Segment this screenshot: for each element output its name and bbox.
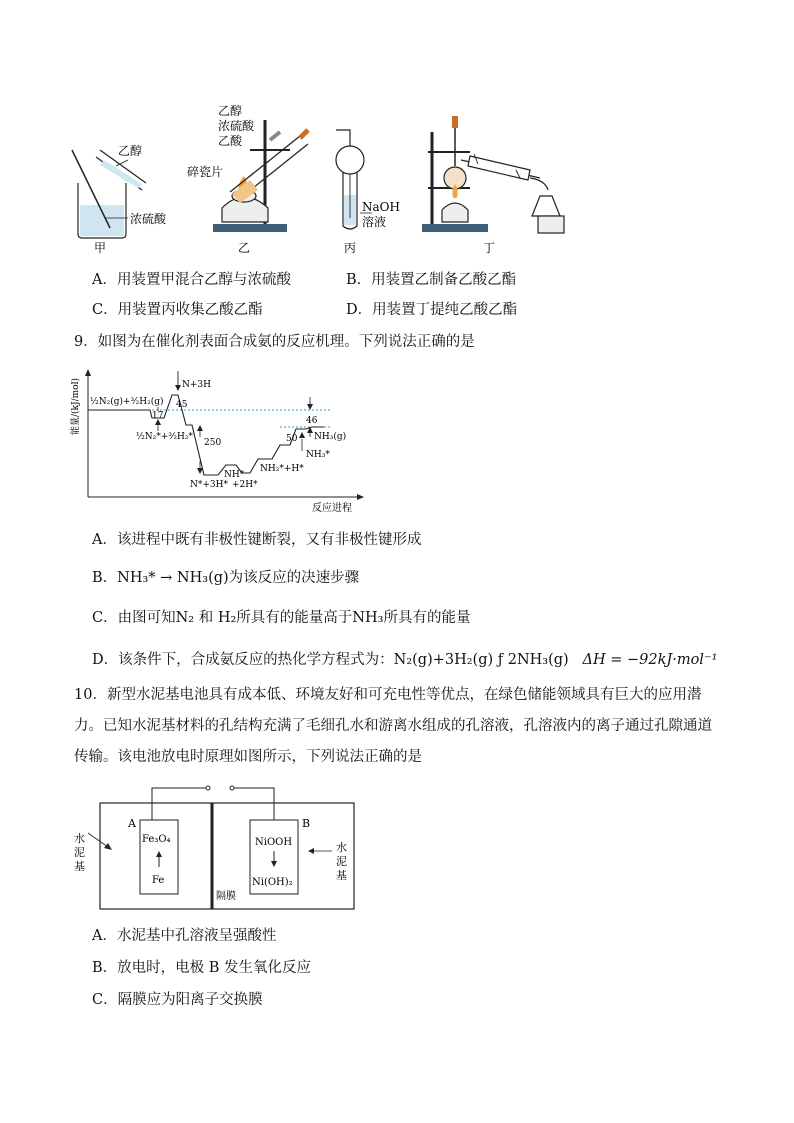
q9-46-label: 46 <box>306 416 318 426</box>
q8-option-d: D．用装置丁提纯乙酸乙酯 <box>346 302 518 318</box>
left-side-char-1: 水 <box>74 832 85 845</box>
right-side-char-3: 基 <box>336 869 347 882</box>
q9-energy-diagram <box>60 365 370 515</box>
left-side-char-2: 泥 <box>74 846 85 859</box>
q10-stem: 10．新型水泥基电池具有成本低、环境友好和可充电性等优点，在绿色储能领域具有巨大的应用潜力。已知水泥基材料的孔结构充满了毛细孔水和游离水组成的孔溶液，孔溶液内的离子通过孔隙通道传输。该电池放电时原理如图所示，下列说法正确的是 <box>74 687 712 765</box>
q9-nh2-label: NH₂*+H* <box>260 464 304 474</box>
label-yi-ethanol: 乙醇 <box>218 104 243 118</box>
membrane-label: 隔膜 <box>216 891 236 902</box>
q10-battery-diagram <box>60 775 380 920</box>
q9-option-d-equation: N₂(g)+3H₂(g) ƒ 2NH₃(g) <box>393 652 569 668</box>
q10-option-c: C．隔膜应为阳离子交换膜 <box>92 992 263 1008</box>
q9-option-b <box>92 566 359 587</box>
q9-option-c-prefix: C．由图可知 <box>92 610 176 626</box>
q9-2h-label: +2H* <box>232 480 258 490</box>
q9-option-c-suffix: 所具有的能量 <box>383 610 471 626</box>
label-yi-acetic: 乙酸 <box>218 134 243 148</box>
q8-option-a: A．用装置甲混合乙醇与浓硫酸 <box>92 272 291 288</box>
q9-nh3s-label: NH₃* <box>306 450 330 460</box>
label-yi: 乙 <box>238 241 251 255</box>
label-bing: 丙 <box>344 241 357 255</box>
label-naoh-solution: 溶液 <box>362 215 387 229</box>
q9-option-b-formula: NH₃* → NH₃(g) <box>117 570 229 586</box>
q9-option-c-formula: N₂ 和 H₂ <box>175 610 237 626</box>
label-naoh: NaOH <box>362 200 400 214</box>
label-yi-h2so4: 浓硫酸 <box>218 119 255 133</box>
q10-option-a: A．水泥基中孔溶液呈强酸性 <box>92 928 277 944</box>
q10-option-b: B．放电时，电极 B 发生氧化反应 <box>92 960 312 976</box>
label-chips: 碎瓷片 <box>187 165 224 179</box>
label-ethanol: 乙醇 <box>118 144 143 158</box>
q9-n3h-star-label: N*+3H* <box>190 480 228 490</box>
q9-n3h-label: N+3H <box>182 380 211 390</box>
electrode-b-label: B <box>302 817 311 830</box>
q8-apparatus-figure <box>0 0 794 260</box>
q8-option-c: C．用装置丙收集乙酸乙酯 <box>92 302 263 318</box>
q9-250-label: 250 <box>204 438 222 448</box>
apparatus-ding <box>422 116 564 233</box>
fe3o4-label: Fe₃O₄ <box>142 834 171 845</box>
q9-option-c <box>92 606 470 627</box>
label-jia: 甲 <box>94 241 107 255</box>
right-side-char-1: 水 <box>336 841 347 854</box>
fe-label: Fe <box>152 875 165 886</box>
q9-50-label: 50 <box>286 434 298 444</box>
q9-x-axis-label: 反应进程 <box>312 503 352 514</box>
q9-option-b-text: 为该反应的决速步骤 <box>228 570 360 586</box>
q9-option-c-text: 所具有的能量高于 <box>236 610 353 626</box>
q9-option-d-prefix: D．该条件下，合成氨反应的热化学方程式为： <box>92 652 394 668</box>
q9-option-c-nh3: NH₃ <box>352 610 384 626</box>
q9-y-axis-label: 能量/(kJ/mol) <box>71 378 81 435</box>
right-side-char-2: 泥 <box>336 855 347 868</box>
electrode-a-label: A <box>128 817 136 830</box>
q9-17-label: 17 <box>152 411 164 421</box>
q9-start-label: ½N₂(g)+³⁄₂H₂(g) <box>90 397 164 407</box>
niooh-label: NiOOH <box>255 837 293 848</box>
q9-option-d <box>92 648 717 669</box>
q9-stem: 9．如图为在催化剂表面合成氨的反应机理。下列说法正确的是 <box>74 334 475 350</box>
q8-option-b: B．用装置乙制备乙酸乙酯 <box>346 272 517 288</box>
q9-option-a: A．该进程中既有非极性键断裂，又有非极性键形成 <box>92 532 422 548</box>
label-ding: 丁 <box>483 241 496 255</box>
q9-nh-label: NH* <box>224 470 245 480</box>
left-side-char-3: 基 <box>74 860 85 873</box>
nioh2-label: Ni(OH)₂ <box>252 877 293 888</box>
q9-nh3g-label: NH₃(g) <box>314 432 347 442</box>
q9-ads-label: ½N₂*+³⁄₂H₂* <box>136 432 193 442</box>
q9-45-label: 45 <box>176 400 188 410</box>
label-conc-h2so4: 浓硫酸 <box>130 212 167 226</box>
q9-option-b-prefix: B． <box>92 570 118 586</box>
q9-option-d-enthalpy: ΔH = −92kJ·mol⁻¹ <box>582 652 718 668</box>
